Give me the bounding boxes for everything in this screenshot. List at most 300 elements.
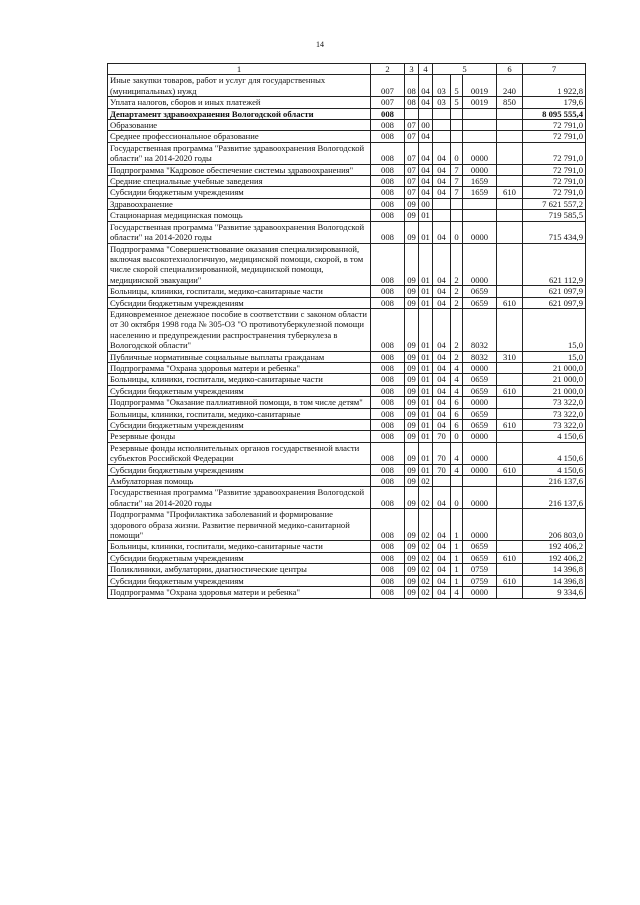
- row-target-code-c: 0659: [463, 408, 497, 419]
- row-ved-code: 008: [371, 362, 405, 373]
- row-section-code: 08: [405, 75, 419, 97]
- row-subsection-code: 04: [419, 97, 433, 108]
- row-name: Подпрограмма "Совершенствование оказания специализированной, включая высокотехнологичную, медицинской помощи, скорой, в том числе скорой специализированной, медицинской помощи, медицинской эвакуации": [108, 243, 371, 286]
- row-name: Подпрограмма "Охрана здоровья матери и ребенка": [108, 587, 371, 598]
- row-amount: 206 803,0: [523, 509, 586, 541]
- row-amount: 72 791,0: [523, 131, 586, 142]
- row-target-code-a: [433, 198, 451, 209]
- row-target-code-a: 04: [433, 164, 451, 175]
- row-target-code-b: 6: [451, 420, 463, 431]
- row-name: Уплата налогов, сборов и иных платежей: [108, 97, 371, 108]
- row-target-code-b: 4: [451, 587, 463, 598]
- row-amount: 21 000,0: [523, 362, 586, 373]
- table-row: [108, 397, 586, 408]
- row-expense-type: [497, 564, 523, 575]
- row-target-code-c: 0019: [463, 75, 497, 97]
- row-target-code-c: 0000: [463, 464, 497, 475]
- row-target-code-c: 0019: [463, 97, 497, 108]
- row-target-code-a: 70: [433, 442, 451, 464]
- row-expense-type: 240: [497, 75, 523, 97]
- row-ved-code: 008: [371, 509, 405, 541]
- row-target-code-c: 0000: [463, 509, 497, 541]
- row-target-code-b: 1: [451, 575, 463, 586]
- row-amount: 72 791,0: [523, 187, 586, 198]
- row-ved-code: 008: [371, 487, 405, 509]
- row-target-code-a: 04: [433, 362, 451, 373]
- row-target-code-a: 70: [433, 431, 451, 442]
- row-target-code-c: 0000: [463, 221, 497, 243]
- row-subsection-code: 01: [419, 351, 433, 362]
- row-name: Образование: [108, 120, 371, 131]
- row-ved-code: 008: [371, 587, 405, 598]
- row-amount: 72 791,0: [523, 176, 586, 187]
- row-section-code: 09: [405, 476, 419, 487]
- row-target-code-b: 7: [451, 187, 463, 198]
- row-ved-code: 007: [371, 97, 405, 108]
- row-name: Среднее профессиональное образование: [108, 131, 371, 142]
- row-name: Публичные нормативные социальные выплаты гражданам: [108, 351, 371, 362]
- row-expense-type: [497, 286, 523, 297]
- row-amount: 7 621 557,2: [523, 198, 586, 209]
- header-col-7: 7: [523, 64, 586, 75]
- table-row: [108, 210, 586, 221]
- row-amount: 192 406,2: [523, 552, 586, 563]
- table-row: [108, 286, 586, 297]
- row-subsection-code: 01: [419, 362, 433, 373]
- row-ved-code: 008: [371, 297, 405, 308]
- row-target-code-a: 04: [433, 420, 451, 431]
- row-section-code: [405, 108, 419, 119]
- row-amount: 621 097,9: [523, 286, 586, 297]
- row-name: Амбулаторная помощь: [108, 476, 371, 487]
- row-expense-type: 310: [497, 351, 523, 362]
- row-ved-code: 008: [371, 442, 405, 464]
- row-target-code-a: 04: [433, 564, 451, 575]
- table-row: [108, 198, 586, 209]
- row-ved-code: 008: [371, 351, 405, 362]
- row-section-code: 07: [405, 164, 419, 175]
- row-target-code-c: 1659: [463, 187, 497, 198]
- row-expense-type: [497, 442, 523, 464]
- row-section-code: 09: [405, 221, 419, 243]
- row-subsection-code: 01: [419, 308, 433, 351]
- row-section-code: 09: [405, 587, 419, 598]
- row-ved-code: 008: [371, 187, 405, 198]
- table-row: [108, 408, 586, 419]
- table-row: [108, 108, 586, 119]
- row-target-code-a: 04: [433, 541, 451, 552]
- row-subsection-code: 01: [419, 408, 433, 419]
- row-amount: 216 137,6: [523, 487, 586, 509]
- row-expense-type: [497, 487, 523, 509]
- row-section-code: 09: [405, 487, 419, 509]
- row-target-code-b: 2: [451, 286, 463, 297]
- row-target-code-a: 04: [433, 552, 451, 563]
- header-col-2: 2: [371, 64, 405, 75]
- row-target-code-c: 0000: [463, 164, 497, 175]
- row-target-code-c: 8032: [463, 308, 497, 351]
- row-amount: 72 791,0: [523, 164, 586, 175]
- row-subsection-code: 02: [419, 587, 433, 598]
- table-row: [108, 420, 586, 431]
- table-row: [108, 243, 586, 286]
- row-amount: 621 112,9: [523, 243, 586, 286]
- row-name: Субсидии бюджетным учреждениям: [108, 187, 371, 198]
- table-row: [108, 587, 586, 598]
- row-expense-type: [497, 176, 523, 187]
- table-row: [108, 164, 586, 175]
- row-ved-code: 008: [371, 397, 405, 408]
- row-subsection-code: 01: [419, 210, 433, 221]
- row-subsection-code: 01: [419, 385, 433, 396]
- row-target-code-c: 0659: [463, 286, 497, 297]
- row-target-code-c: [463, 198, 497, 209]
- row-target-code-a: 04: [433, 308, 451, 351]
- row-ved-code: 008: [371, 198, 405, 209]
- row-expense-type: [497, 397, 523, 408]
- table-row: [108, 442, 586, 464]
- row-expense-type: [497, 541, 523, 552]
- row-expense-type: 610: [497, 420, 523, 431]
- row-amount: 72 791,0: [523, 120, 586, 131]
- row-amount: 715 434,9: [523, 221, 586, 243]
- row-target-code-a: 04: [433, 397, 451, 408]
- header-col-4: 4: [419, 64, 433, 75]
- row-ved-code: 008: [371, 286, 405, 297]
- row-target-code-c: 1659: [463, 176, 497, 187]
- row-subsection-code: 02: [419, 509, 433, 541]
- row-section-code: 09: [405, 297, 419, 308]
- row-ved-code: 008: [371, 575, 405, 586]
- row-name: Субсидии бюджетным учреждениям: [108, 552, 371, 563]
- row-name: Государственная программа "Развитие здравоохранения Вологодской области" на 2014-2020 годы: [108, 221, 371, 243]
- row-section-code: 09: [405, 575, 419, 586]
- row-name: Резервные фонды исполнительных органов государственной власти субъектов Российской Федерации: [108, 442, 371, 464]
- row-subsection-code: 00: [419, 120, 433, 131]
- table-row: [108, 464, 586, 475]
- row-ved-code: 008: [371, 176, 405, 187]
- row-section-code: 09: [405, 552, 419, 563]
- row-section-code: 09: [405, 464, 419, 475]
- row-section-code: 09: [405, 397, 419, 408]
- row-name: Государственная программа "Развитие здравоохранения Вологодской области" на 2014-2020 годы: [108, 142, 371, 164]
- row-target-code-b: [451, 210, 463, 221]
- row-target-code-c: 0000: [463, 397, 497, 408]
- row-section-code: 08: [405, 97, 419, 108]
- row-target-code-a: 03: [433, 75, 451, 97]
- table-row: [108, 487, 586, 509]
- row-section-code: 09: [405, 420, 419, 431]
- row-subsection-code: 01: [419, 420, 433, 431]
- row-name: Единовременное денежное пособие в соответствии с законом области от 30 октября 1998 года № 305-ОЗ "О противотуберкулезной помощи населению и предупреждении распространения туберкулеза в Вологодской области": [108, 308, 371, 351]
- row-section-code: 09: [405, 351, 419, 362]
- row-target-code-b: 6: [451, 408, 463, 419]
- row-ved-code: 008: [371, 408, 405, 419]
- table-row: [108, 351, 586, 362]
- row-target-code-b: 5: [451, 75, 463, 97]
- row-target-code-a: 04: [433, 221, 451, 243]
- row-name: Больницы, клиники, госпитали, медико-санитарные части: [108, 374, 371, 385]
- row-ved-code: 008: [371, 420, 405, 431]
- row-target-code-b: 1: [451, 564, 463, 575]
- row-target-code-b: 2: [451, 297, 463, 308]
- row-ved-code: 008: [371, 385, 405, 396]
- row-target-code-a: [433, 108, 451, 119]
- row-target-code-a: 04: [433, 351, 451, 362]
- row-amount: 621 097,9: [523, 297, 586, 308]
- row-ved-code: 008: [371, 564, 405, 575]
- row-target-code-a: 03: [433, 97, 451, 108]
- row-amount: 73 322,0: [523, 397, 586, 408]
- row-section-code: 09: [405, 431, 419, 442]
- row-expense-type: [497, 431, 523, 442]
- row-name: Стационарная медицинская помощь: [108, 210, 371, 221]
- row-name: Резервные фонды: [108, 431, 371, 442]
- row-target-code-b: 2: [451, 243, 463, 286]
- row-target-code-b: 5: [451, 97, 463, 108]
- row-ved-code: 008: [371, 476, 405, 487]
- row-expense-type: [497, 108, 523, 119]
- row-name: Субсидии бюджетным учреждениям: [108, 297, 371, 308]
- row-expense-type: [497, 131, 523, 142]
- row-amount: 14 396,8: [523, 575, 586, 586]
- row-expense-type: [497, 509, 523, 541]
- row-subsection-code: 04: [419, 176, 433, 187]
- row-target-code-c: [463, 108, 497, 119]
- row-target-code-a: 04: [433, 142, 451, 164]
- row-name: Больницы, клиники, госпитали, медико-санитарные части: [108, 286, 371, 297]
- table-row: [108, 297, 586, 308]
- row-expense-type: 610: [497, 552, 523, 563]
- row-name: Подпрограмма "Охрана здоровья матери и ребенка": [108, 362, 371, 373]
- table-row: [108, 552, 586, 563]
- row-subsection-code: 04: [419, 187, 433, 198]
- table-row: [108, 541, 586, 552]
- row-expense-type: 610: [497, 187, 523, 198]
- row-section-code: 09: [405, 374, 419, 385]
- row-target-code-b: 4: [451, 464, 463, 475]
- row-subsection-code: 00: [419, 198, 433, 209]
- row-subsection-code: 01: [419, 286, 433, 297]
- row-section-code: 07: [405, 131, 419, 142]
- row-subsection-code: 02: [419, 541, 433, 552]
- row-amount: 4 150,6: [523, 442, 586, 464]
- row-subsection-code: 02: [419, 476, 433, 487]
- row-ved-code: 008: [371, 131, 405, 142]
- row-section-code: 09: [405, 408, 419, 419]
- row-ved-code: 008: [371, 221, 405, 243]
- row-target-code-c: 0659: [463, 385, 497, 396]
- table-row: [108, 362, 586, 373]
- row-section-code: 07: [405, 187, 419, 198]
- row-expense-type: [497, 362, 523, 373]
- row-expense-type: [497, 164, 523, 175]
- row-amount: 4 150,6: [523, 464, 586, 475]
- row-subsection-code: [419, 108, 433, 119]
- row-section-code: 07: [405, 176, 419, 187]
- header-col-5: 5: [433, 64, 497, 75]
- row-section-code: 09: [405, 564, 419, 575]
- row-ved-code: 008: [371, 120, 405, 131]
- row-subsection-code: 04: [419, 75, 433, 97]
- row-expense-type: [497, 587, 523, 598]
- row-ved-code: 008: [371, 541, 405, 552]
- header-col-6: 6: [497, 64, 523, 75]
- row-target-code-c: [463, 476, 497, 487]
- row-target-code-a: 04: [433, 385, 451, 396]
- row-amount: 73 322,0: [523, 408, 586, 419]
- row-target-code-b: 4: [451, 385, 463, 396]
- row-expense-type: [497, 408, 523, 419]
- row-expense-type: 850: [497, 97, 523, 108]
- table-row: [108, 97, 586, 108]
- row-amount: 73 322,0: [523, 420, 586, 431]
- row-target-code-a: 70: [433, 464, 451, 475]
- row-ved-code: 008: [371, 552, 405, 563]
- row-target-code-a: 04: [433, 408, 451, 419]
- row-amount: 14 396,8: [523, 564, 586, 575]
- row-section-code: 09: [405, 362, 419, 373]
- row-amount: 9 334,6: [523, 587, 586, 598]
- row-expense-type: [497, 308, 523, 351]
- row-target-code-a: 04: [433, 286, 451, 297]
- row-name: Поликлиники, амбулатории, диагностические центры: [108, 564, 371, 575]
- row-section-code: 07: [405, 120, 419, 131]
- row-target-code-b: 1: [451, 541, 463, 552]
- row-subsection-code: 01: [419, 442, 433, 464]
- row-amount: 8 095 555,4: [523, 108, 586, 119]
- row-target-code-c: 0759: [463, 575, 497, 586]
- row-target-code-a: 04: [433, 575, 451, 586]
- row-ved-code: 008: [371, 464, 405, 475]
- row-name: Подпрограмма "Профилактика заболеваний и формирование здорового образа жизни. Развитие первичной медико-санитарной помощи": [108, 509, 371, 541]
- row-name: Больницы, клиники, госпитали, медико-санитарные части: [108, 541, 371, 552]
- row-name: Субсидии бюджетным учреждениям: [108, 464, 371, 475]
- row-target-code-c: 0000: [463, 362, 497, 373]
- row-target-code-b: 4: [451, 362, 463, 373]
- row-target-code-b: 0: [451, 221, 463, 243]
- row-target-code-b: 2: [451, 308, 463, 351]
- table-row: [108, 476, 586, 487]
- table-row: [108, 142, 586, 164]
- table-row: [108, 120, 586, 131]
- row-expense-type: [497, 142, 523, 164]
- row-expense-type: [497, 210, 523, 221]
- row-amount: 21 000,0: [523, 374, 586, 385]
- budget-table: [107, 63, 586, 599]
- row-target-code-c: 0659: [463, 374, 497, 385]
- table-row: [108, 221, 586, 243]
- row-name: Больницы, клиники, госпитали, медико-санитарные: [108, 408, 371, 419]
- row-target-code-a: 04: [433, 176, 451, 187]
- row-target-code-c: [463, 131, 497, 142]
- row-subsection-code: 01: [419, 297, 433, 308]
- row-subsection-code: 01: [419, 374, 433, 385]
- row-target-code-a: [433, 120, 451, 131]
- row-target-code-c: 0000: [463, 142, 497, 164]
- row-subsection-code: 04: [419, 164, 433, 175]
- row-target-code-b: [451, 131, 463, 142]
- row-target-code-b: 7: [451, 176, 463, 187]
- row-amount: 21 000,0: [523, 385, 586, 396]
- row-target-code-b: 4: [451, 374, 463, 385]
- row-subsection-code: 02: [419, 487, 433, 509]
- row-name: Подпрограмма "Кадровое обеспечение системы здравоохранения": [108, 164, 371, 175]
- row-target-code-b: [451, 108, 463, 119]
- row-target-code-c: 0659: [463, 541, 497, 552]
- row-amount: 72 791,0: [523, 142, 586, 164]
- table-row: [108, 385, 586, 396]
- row-amount: 719 585,5: [523, 210, 586, 221]
- row-section-code: 09: [405, 210, 419, 221]
- row-target-code-c: [463, 210, 497, 221]
- table-row: [108, 308, 586, 351]
- row-target-code-b: 4: [451, 442, 463, 464]
- row-target-code-b: 1: [451, 552, 463, 563]
- row-ved-code: 008: [371, 374, 405, 385]
- row-subsection-code: 02: [419, 552, 433, 563]
- row-amount: 216 137,6: [523, 476, 586, 487]
- row-target-code-b: [451, 120, 463, 131]
- row-target-code-c: 0000: [463, 431, 497, 442]
- row-subsection-code: 01: [419, 221, 433, 243]
- table-row: [108, 575, 586, 586]
- header-col-3: 3: [405, 64, 419, 75]
- row-subsection-code: 01: [419, 243, 433, 286]
- row-section-code: 09: [405, 442, 419, 464]
- row-amount: 179,6: [523, 97, 586, 108]
- row-ved-code: 008: [371, 164, 405, 175]
- row-target-code-b: 1: [451, 509, 463, 541]
- row-subsection-code: 01: [419, 464, 433, 475]
- row-subsection-code: 01: [419, 431, 433, 442]
- table-header-row: [108, 64, 586, 75]
- row-expense-type: 610: [497, 385, 523, 396]
- row-target-code-a: [433, 210, 451, 221]
- row-amount: 15,0: [523, 351, 586, 362]
- row-expense-type: [497, 374, 523, 385]
- row-target-code-c: 0759: [463, 564, 497, 575]
- row-section-code: 09: [405, 385, 419, 396]
- row-expense-type: [497, 221, 523, 243]
- row-name: Средние специальные учебные заведения: [108, 176, 371, 187]
- table-row: [108, 187, 586, 198]
- row-expense-type: [497, 476, 523, 487]
- row-name: Субсидии бюджетным учреждениям: [108, 575, 371, 586]
- row-expense-type: [497, 243, 523, 286]
- row-name: Иные закупки товаров, работ и услуг для государственных (муниципальных) нужд: [108, 75, 371, 97]
- row-expense-type: 610: [497, 575, 523, 586]
- row-target-code-c: 0659: [463, 552, 497, 563]
- row-expense-type: [497, 120, 523, 131]
- row-target-code-a: 04: [433, 187, 451, 198]
- row-expense-type: [497, 198, 523, 209]
- table-row: [108, 374, 586, 385]
- row-section-code: 09: [405, 308, 419, 351]
- row-section-code: 09: [405, 243, 419, 286]
- row-ved-code: 008: [371, 210, 405, 221]
- row-name: Государственная программа "Развитие здравоохранения Вологодской области" на 2014-2020 годы: [108, 487, 371, 509]
- row-target-code-c: 8032: [463, 351, 497, 362]
- row-ved-code: 008: [371, 142, 405, 164]
- table-row: [108, 431, 586, 442]
- row-target-code-b: 0: [451, 431, 463, 442]
- row-target-code-a: 04: [433, 587, 451, 598]
- row-ved-code: 008: [371, 308, 405, 351]
- header-col-1: 1: [108, 64, 371, 75]
- row-ved-code: 008: [371, 243, 405, 286]
- row-target-code-a: 04: [433, 243, 451, 286]
